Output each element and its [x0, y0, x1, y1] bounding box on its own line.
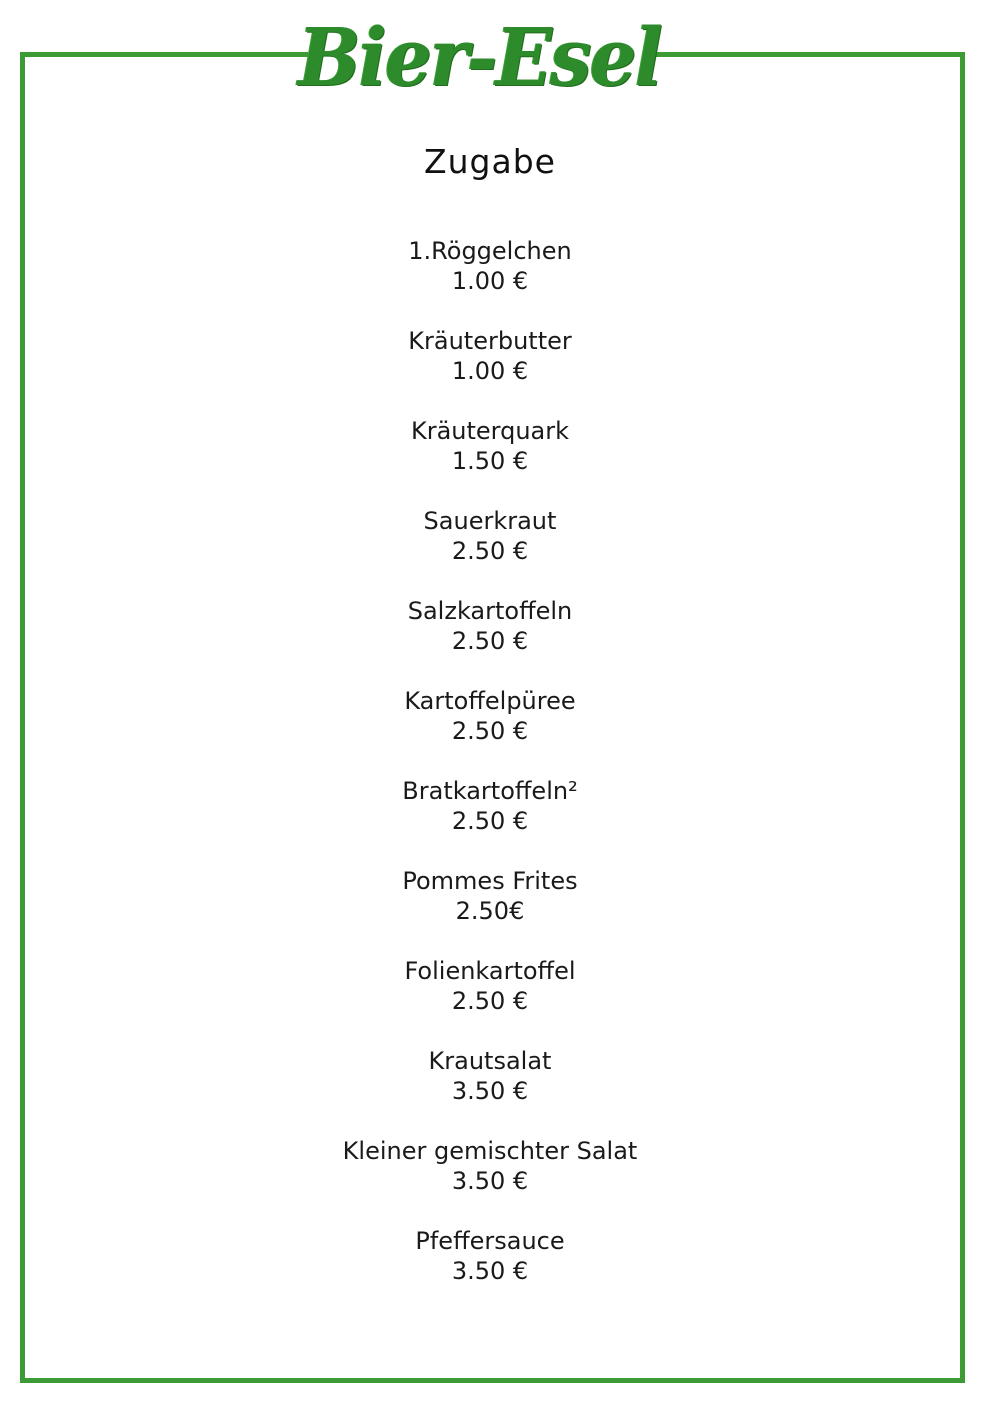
- menu-item-name: Kräuterbutter: [408, 327, 572, 355]
- menu-item: [0, 866, 980, 956]
- menu-item-name: Kräuterquark: [410, 417, 570, 445]
- menu-item: [0, 776, 980, 866]
- menu-item-price: 1.00 €: [451, 267, 529, 295]
- menu-item: [0, 326, 980, 416]
- menu-item-price: 2.50 €: [451, 987, 529, 1015]
- bier-esel-logo: Bier-Esel: [298, 11, 661, 105]
- menu-item: [0, 686, 980, 776]
- menu-item-name: Pfeffersauce: [415, 1227, 565, 1255]
- menu-item-name: Bratkartoffeln²: [402, 777, 578, 805]
- menu-item-price: 3.50 €: [451, 1257, 529, 1285]
- menu-item-price: 2.50 €: [451, 717, 529, 745]
- menu-item: [0, 236, 980, 326]
- menu-item-price: 1.50 €: [451, 447, 529, 475]
- menu-item-price: 2.50 €: [451, 627, 529, 655]
- logo-container: [298, 8, 661, 108]
- menu-item-price: 2.50 €: [451, 807, 529, 835]
- menu-item-price: 1.00 €: [451, 357, 529, 385]
- menu-item: [0, 956, 980, 1046]
- menu-item-price: 2.50€: [455, 897, 525, 925]
- menu-item: [0, 506, 980, 596]
- menu-item-name: Kleiner gemischter Salat: [342, 1137, 638, 1165]
- menu-list: [0, 236, 980, 1316]
- page-title: Zugabe: [424, 142, 556, 181]
- menu-item-name: Folienkartoffel: [404, 957, 576, 985]
- menu-item: [0, 1046, 980, 1136]
- menu-item-name: Sauerkraut: [423, 507, 557, 535]
- menu-item-price: 3.50 €: [451, 1167, 529, 1195]
- menu-item-price: 3.50 €: [451, 1077, 529, 1105]
- menu-item: [0, 1226, 980, 1316]
- menu-item-name: Kartoffelpüree: [404, 687, 576, 715]
- menu-item-name: Salzkartoffeln: [407, 597, 573, 625]
- menu-item: [0, 416, 980, 506]
- menu-item: [0, 596, 980, 686]
- menu-item: [0, 1136, 980, 1226]
- menu-item-name: Pommes Frites: [402, 867, 578, 895]
- menu-item-name: 1.Röggelchen: [408, 237, 572, 265]
- menu-item-name: Krautsalat: [428, 1047, 552, 1075]
- menu-item-price: 2.50 €: [451, 537, 529, 565]
